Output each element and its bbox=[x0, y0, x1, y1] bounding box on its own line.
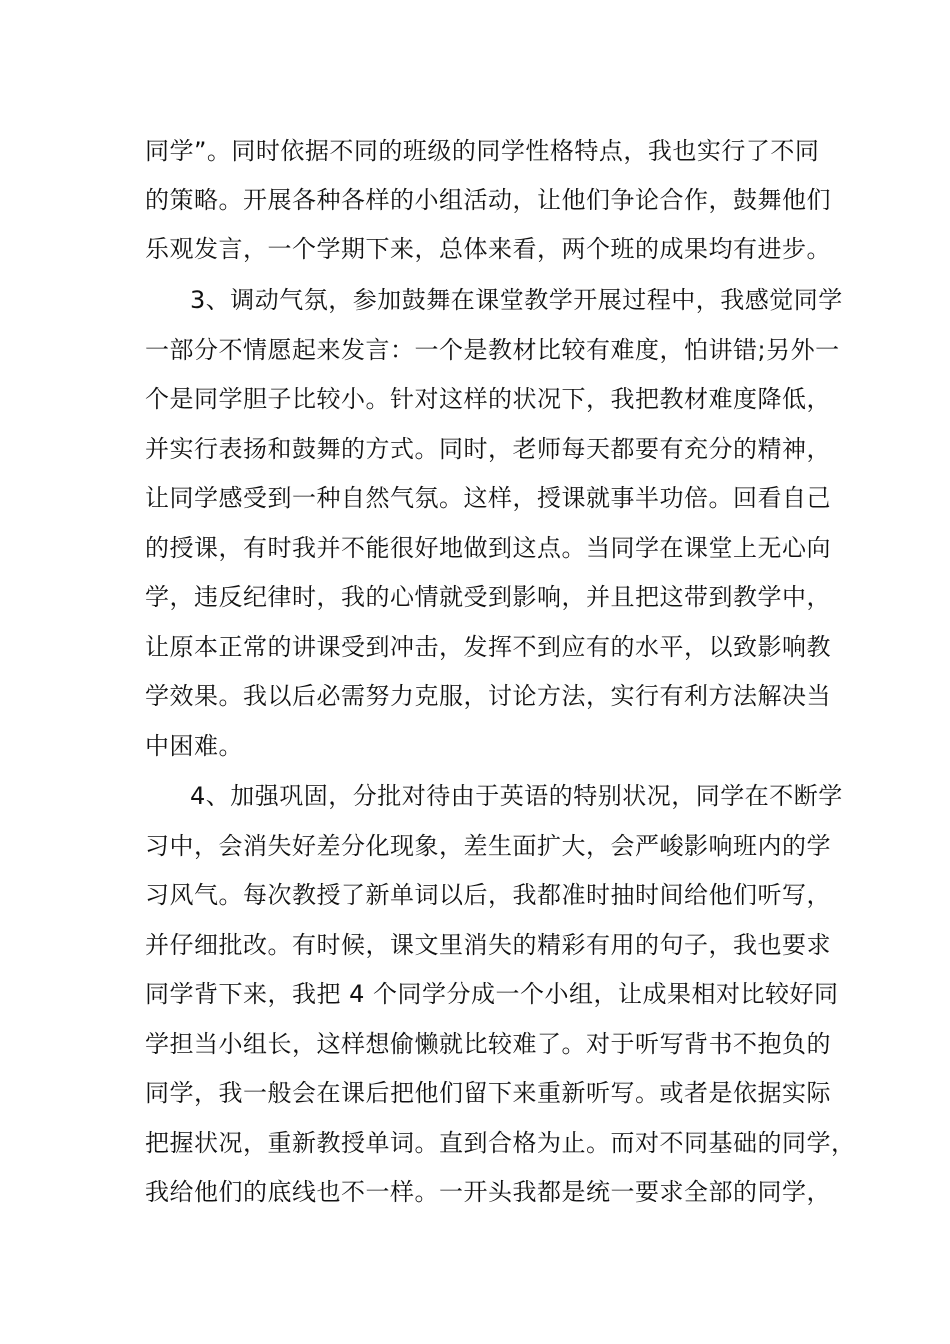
paragraph-line: 中困难。 bbox=[145, 732, 243, 760]
paragraph-line: 学，违反纪律时，我的心情就受到影响，并且把这带到教学中， bbox=[145, 583, 831, 611]
paragraph-line: 3、调动气氛，参加鼓舞在课堂教学开展过程中，我感觉同学 bbox=[190, 286, 843, 314]
paragraph-line: 让原本正常的讲课受到冲击，发挥不到应有的水平，以致影响教 bbox=[145, 633, 831, 661]
paragraph-line: 让同学感受到一种自然气氛。这样，授课就事半功倍。回看自己 bbox=[145, 484, 831, 512]
paragraph-line: 同学”。同时依据不同的班级的同学性格特点，我也实行了不同 bbox=[145, 137, 820, 165]
paragraph-line: 学担当小组长，这样想偷懒就比较难了。对于听写背书不抱负的 bbox=[145, 1030, 831, 1058]
paragraph-line: 学效果。我以后必需努力克服，讨论方法，实行有利方法解决当 bbox=[145, 682, 831, 710]
paragraph-line: 同学背下来，我把 4 个同学分成一个小组，让成果相对比较好同 bbox=[145, 980, 839, 1008]
paragraph-line: 个是同学胆子比较小。针对这样的状况下，我把教材难度降低， bbox=[145, 385, 831, 413]
paragraph-line: 并实行表扬和鼓舞的方式。同时，老师每天都要有充分的精神， bbox=[145, 435, 831, 463]
paragraph-line: 4、加强巩固，分批对待由于英语的特别状况，同学在不断学 bbox=[190, 782, 843, 810]
paragraph-line: 把握状况，重新教授单词。直到合格为止。而对不同基础的同学， bbox=[145, 1129, 856, 1157]
paragraph-line: 一部分不情愿起来发言：一个是教材比较有难度，怕讲错;另外一 bbox=[145, 336, 840, 364]
paragraph-line: 的策略。开展各种各样的小组活动，让他们争论合作，鼓舞他们 bbox=[145, 186, 831, 214]
paragraph-line: 同学，我一般会在课后把他们留下来重新听写。或者是依据实际 bbox=[145, 1079, 831, 1107]
paragraph-line: 习风气。每次教授了新单词以后，我都准时抽时间给他们听写， bbox=[145, 881, 831, 909]
paragraph-line: 并仔细批改。有时候，课文里消失的精彩有用的句子，我也要求 bbox=[145, 931, 831, 959]
paragraph-line: 习中，会消失好差分化现象，差生面扩大，会严峻影响班内的学 bbox=[145, 832, 831, 860]
paragraph-line: 我给他们的底线也不一样。一开头我都是统一要求全部的同学， bbox=[145, 1178, 831, 1206]
paragraph-line: 乐观发言，一个学期下来，总体来看，两个班的成果均有进步。 bbox=[145, 235, 831, 263]
paragraph-line: 的授课，有时我并不能很好地做到这点。当同学在课堂上无心向 bbox=[145, 534, 831, 562]
